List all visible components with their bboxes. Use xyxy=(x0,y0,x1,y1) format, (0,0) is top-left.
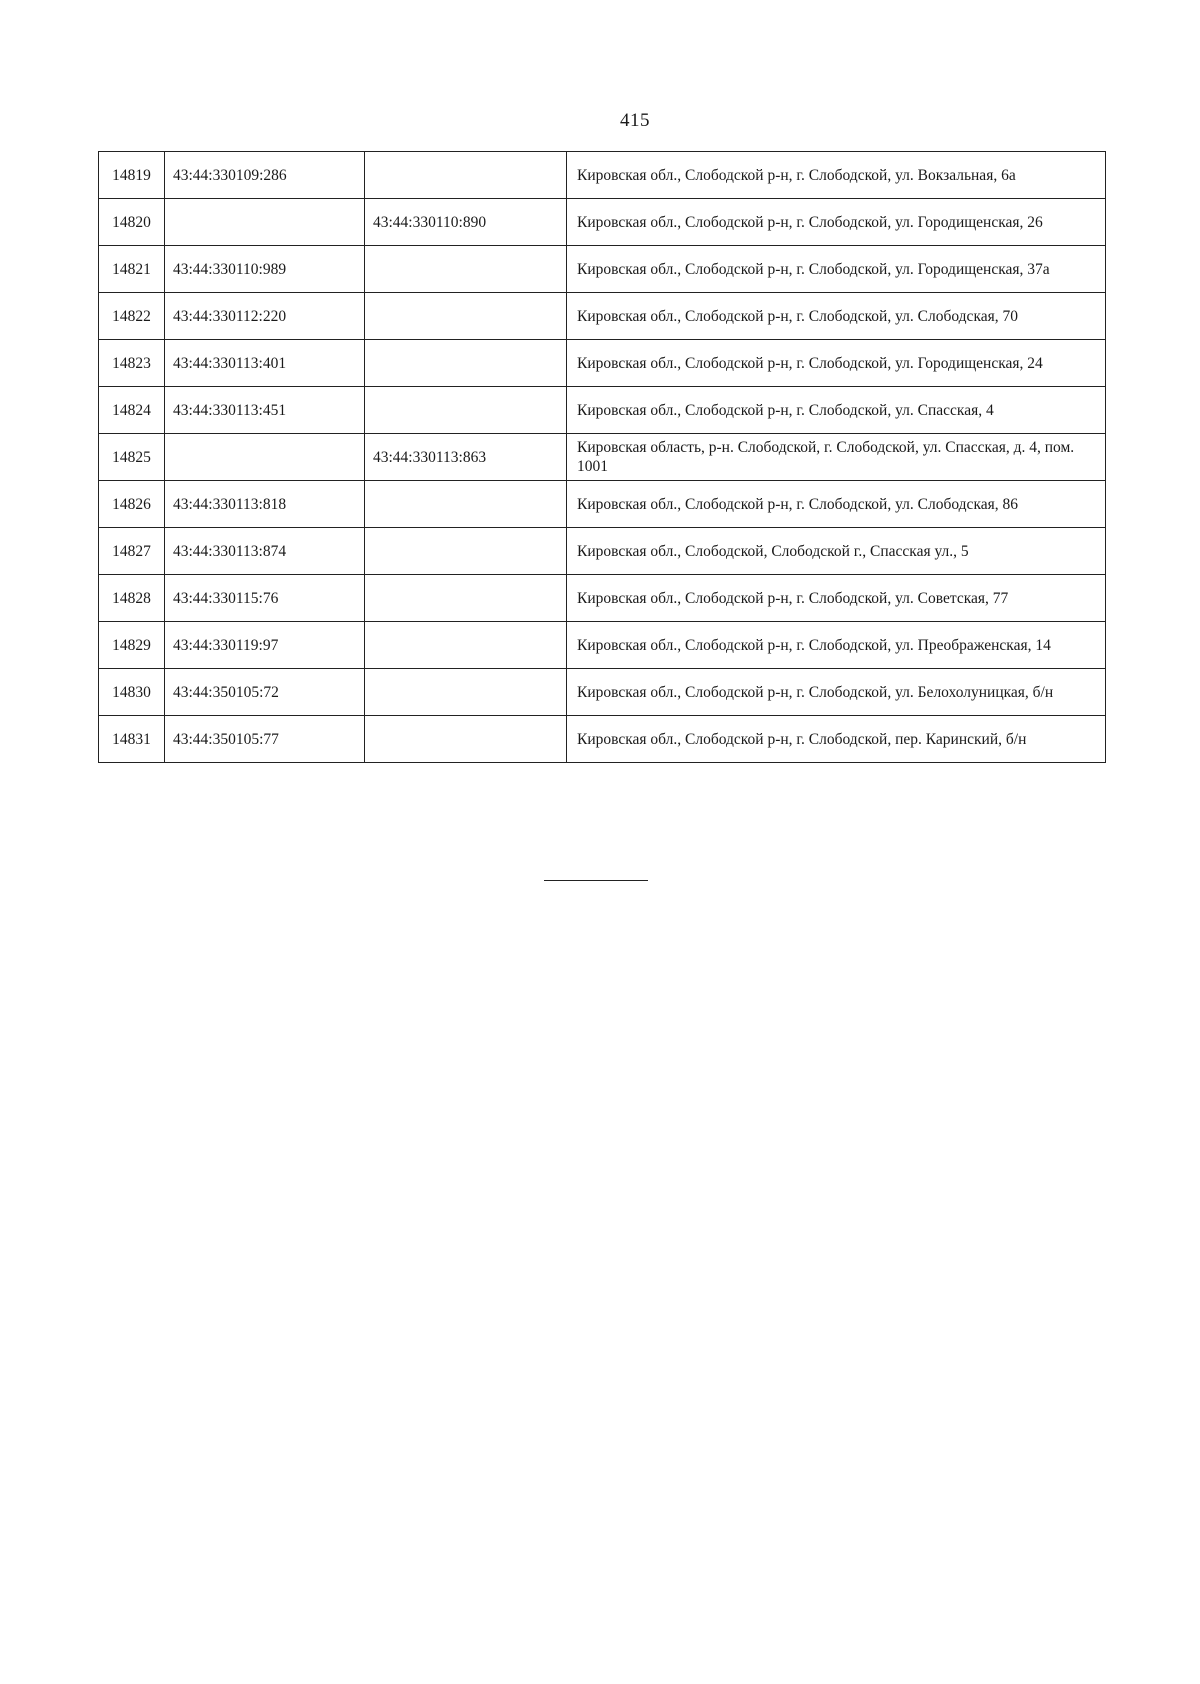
premises-cadastral-number-cell xyxy=(365,575,567,622)
cadastral-number-cell: 43:44:330112:220 xyxy=(165,293,365,340)
address-cell: Кировская область, р-н. Слободской, г. Слободской, ул. Спасская, д. 4, пом. 1001 xyxy=(567,434,1106,481)
row-number-cell: 14819 xyxy=(99,152,165,199)
cadastral-number-cell: 43:44:330115:76 xyxy=(165,575,365,622)
premises-cadastral-number-cell xyxy=(365,528,567,575)
row-number-cell: 14820 xyxy=(99,199,165,246)
premises-cadastral-number-cell: 43:44:330110:890 xyxy=(365,199,567,246)
row-number-cell: 14830 xyxy=(99,669,165,716)
premises-cadastral-number-cell xyxy=(365,481,567,528)
address-cell: Кировская обл., Слободской р-н, г. Слободской, пер. Каринский, б/н xyxy=(567,716,1106,763)
cadastral-number-cell: 43:44:350105:72 xyxy=(165,669,365,716)
table-row xyxy=(99,293,1106,340)
table-row xyxy=(99,199,1106,246)
cadastral-number-cell: 43:44:330113:874 xyxy=(165,528,365,575)
row-number-cell: 14829 xyxy=(99,622,165,669)
cadastral-number-cell xyxy=(165,199,365,246)
row-number-cell: 14821 xyxy=(99,246,165,293)
cadastral-number-cell: 43:44:330109:286 xyxy=(165,152,365,199)
cadastral-number-cell: 43:44:330113:451 xyxy=(165,387,365,434)
address-cell: Кировская обл., Слободской р-н, г. Слободской, ул. Городищенская, 37а xyxy=(567,246,1106,293)
table-row xyxy=(99,528,1106,575)
premises-cadastral-number-cell xyxy=(365,669,567,716)
row-number-cell: 14826 xyxy=(99,481,165,528)
table-row xyxy=(99,575,1106,622)
premises-cadastral-number-cell xyxy=(365,293,567,340)
address-cell: Кировская обл., Слободской р-н, г. Слободской, ул. Преображенская, 14 xyxy=(567,622,1106,669)
property-register-table xyxy=(98,151,1106,763)
premises-cadastral-number-cell xyxy=(365,622,567,669)
table-row xyxy=(99,716,1106,763)
address-cell: Кировская обл., Слободской р-н, г. Слободской, ул. Слободская, 86 xyxy=(567,481,1106,528)
end-of-page-rule xyxy=(544,880,648,881)
cadastral-number-cell: 43:44:330119:97 xyxy=(165,622,365,669)
table-row xyxy=(99,434,1106,481)
address-cell: Кировская обл., Слободской р-н, г. Слободской, ул. Городищенская, 24 xyxy=(567,340,1106,387)
address-cell: Кировская обл., Слободской, Слободской г., Спасская ул., 5 xyxy=(567,528,1106,575)
table-row xyxy=(99,246,1106,293)
premises-cadastral-number-cell xyxy=(365,246,567,293)
row-number-cell: 14825 xyxy=(99,434,165,481)
address-cell: Кировская обл., Слободской р-н, г. Слободской, ул. Спасская, 4 xyxy=(567,387,1106,434)
address-cell: Кировская обл., Слободской р-н, г. Слободской, ул. Белохолуницкая, б/н xyxy=(567,669,1106,716)
table-row xyxy=(99,622,1106,669)
premises-cadastral-number-cell xyxy=(365,716,567,763)
table-row xyxy=(99,481,1106,528)
row-number-cell: 14827 xyxy=(99,528,165,575)
premises-cadastral-number-cell: 43:44:330113:863 xyxy=(365,434,567,481)
table-row xyxy=(99,387,1106,434)
address-cell: Кировская обл., Слободской р-н, г. Слободской, ул. Советская, 77 xyxy=(567,575,1106,622)
premises-cadastral-number-cell xyxy=(365,340,567,387)
address-cell: Кировская обл., Слободской р-н, г. Слободской, ул. Вокзальная, 6а xyxy=(567,152,1106,199)
cadastral-number-cell: 43:44:330110:989 xyxy=(165,246,365,293)
premises-cadastral-number-cell xyxy=(365,387,567,434)
cadastral-number-cell: 43:44:330113:401 xyxy=(165,340,365,387)
table-row xyxy=(99,669,1106,716)
cadastral-number-cell: 43:44:330113:818 xyxy=(165,481,365,528)
row-number-cell: 14822 xyxy=(99,293,165,340)
cadastral-number-cell xyxy=(165,434,365,481)
premises-cadastral-number-cell xyxy=(365,152,567,199)
page-number: 415 xyxy=(620,110,650,131)
address-cell: Кировская обл., Слободской р-н, г. Слободской, ул. Городищенская, 26 xyxy=(567,199,1106,246)
row-number-cell: 14823 xyxy=(99,340,165,387)
row-number-cell: 14824 xyxy=(99,387,165,434)
table-row xyxy=(99,152,1106,199)
row-number-cell: 14831 xyxy=(99,716,165,763)
row-number-cell: 14828 xyxy=(99,575,165,622)
cadastral-number-cell: 43:44:350105:77 xyxy=(165,716,365,763)
address-cell: Кировская обл., Слободской р-н, г. Слободской, ул. Слободская, 70 xyxy=(567,293,1106,340)
table-row xyxy=(99,340,1106,387)
